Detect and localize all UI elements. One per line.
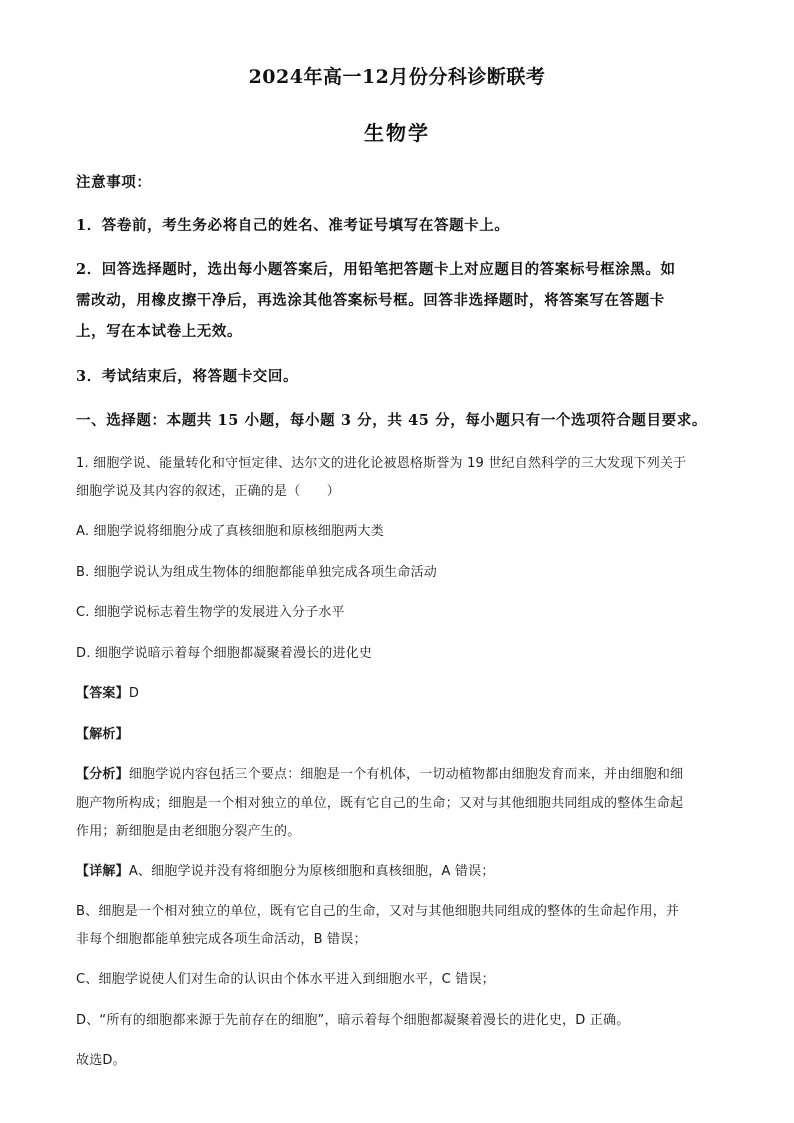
notice-item-2-line-3: 上，写在本试卷上无效。 xyxy=(76,323,243,340)
notice-heading: 注意事项： xyxy=(76,174,152,191)
question-1-stem-line-1: 1. 细胞学说、能量转化和守恒定律、达尔文的进化论被恩格斯誉为 19 世纪自然科学的三大发现下列关于 xyxy=(76,456,687,471)
subject-title: 生物学 xyxy=(364,121,430,145)
question-1-option-d: D. 细胞学说暗示着每个细胞都凝聚着漫长的进化史 xyxy=(76,646,373,661)
fenxi-line-1 xyxy=(76,768,736,781)
fenxi-line-2: 胞产物所构成；细胞是一个相对独立的单位，既有它自己的生命；又对与其他细胞共同组成的整体生命起 xyxy=(76,796,684,811)
notice-item-3: 3．考试结束后，将答题卡交回。 xyxy=(76,368,299,385)
analysis-row xyxy=(76,728,736,741)
xiangjie-line-b-2: 非每个细胞都能单独完成各项生命活动，B 错误； xyxy=(76,932,367,947)
fenxi-tag: 【分析】 xyxy=(76,767,129,782)
notice-item-2-line-1: 2．回答选择题时，选出每小题答案后，用铅笔把答题卡上对应题目的答案标号框涂黑。如 xyxy=(76,261,676,278)
fenxi-line-3: 作用；新细胞是由老细胞分裂产生的。 xyxy=(76,824,301,839)
xiangjie-line-d: D、“所有的细胞都来源于先前存在的细胞”，暗示着每个细胞都凝聚着漫长的进化史，D 正确。 xyxy=(76,1013,630,1028)
xiangjie-tag: 【详解】 xyxy=(76,864,129,879)
question-1-option-a: A. 细胞学说将细胞分成了真核细胞和原核细胞两大类 xyxy=(76,524,384,539)
answer-tag: 【答案】 xyxy=(76,686,129,701)
notice-item-2-line-2: 需改动，用橡皮擦干净后，再选涂其他答案标号框。回答非选择题时，将答案写在答题卡 xyxy=(76,292,665,309)
section-1-heading: 一、选择题：本题共 15 小题，每小题 3 分，共 45 分，每小题只有一个选项符合题目要求。 xyxy=(76,412,707,429)
xiangjie-line-c: C、细胞学说使人们对生命的认识由个体水平进入到细胞水平，C 错误； xyxy=(76,972,495,987)
analysis-tag: 【解析】 xyxy=(76,727,129,742)
answer-value: D xyxy=(128,686,140,701)
question-1-option-c: C. 细胞学说标志着生物学的发展进入分子水平 xyxy=(76,605,345,620)
xiangjie-text-a: A、细胞学说并没有将细胞分为原核细胞和真核细胞，A 错误； xyxy=(128,864,495,879)
xiangjie-line-b-1: B、细胞是一个相对独立的单位，既有它自己的生命，又对与其他细胞共同组成的整体的生命起作用，并 xyxy=(76,904,680,919)
xiangjie-line-a xyxy=(76,865,736,878)
question-1-stem-line-2: 细胞学说及其内容的叙述，正确的是（ ） xyxy=(76,484,341,499)
answer-row xyxy=(76,687,736,700)
fenxi-text-1: 细胞学说内容包括三个要点：细胞是一个有机体，一切动植物都由细胞发育而来，并由细胞和细 xyxy=(128,767,684,782)
exam-title: 2024年高一12月份分科诊断联考 xyxy=(248,66,546,88)
conclusion: 故选D。 xyxy=(76,1053,126,1068)
notice-item-1: 1．答卷前，考生务必将自己的姓名、准考证号填写在答题卡上。 xyxy=(76,217,510,234)
question-1-option-b: B. 细胞学说认为组成生物体的细胞都能单独完成各项生命活动 xyxy=(76,565,437,580)
